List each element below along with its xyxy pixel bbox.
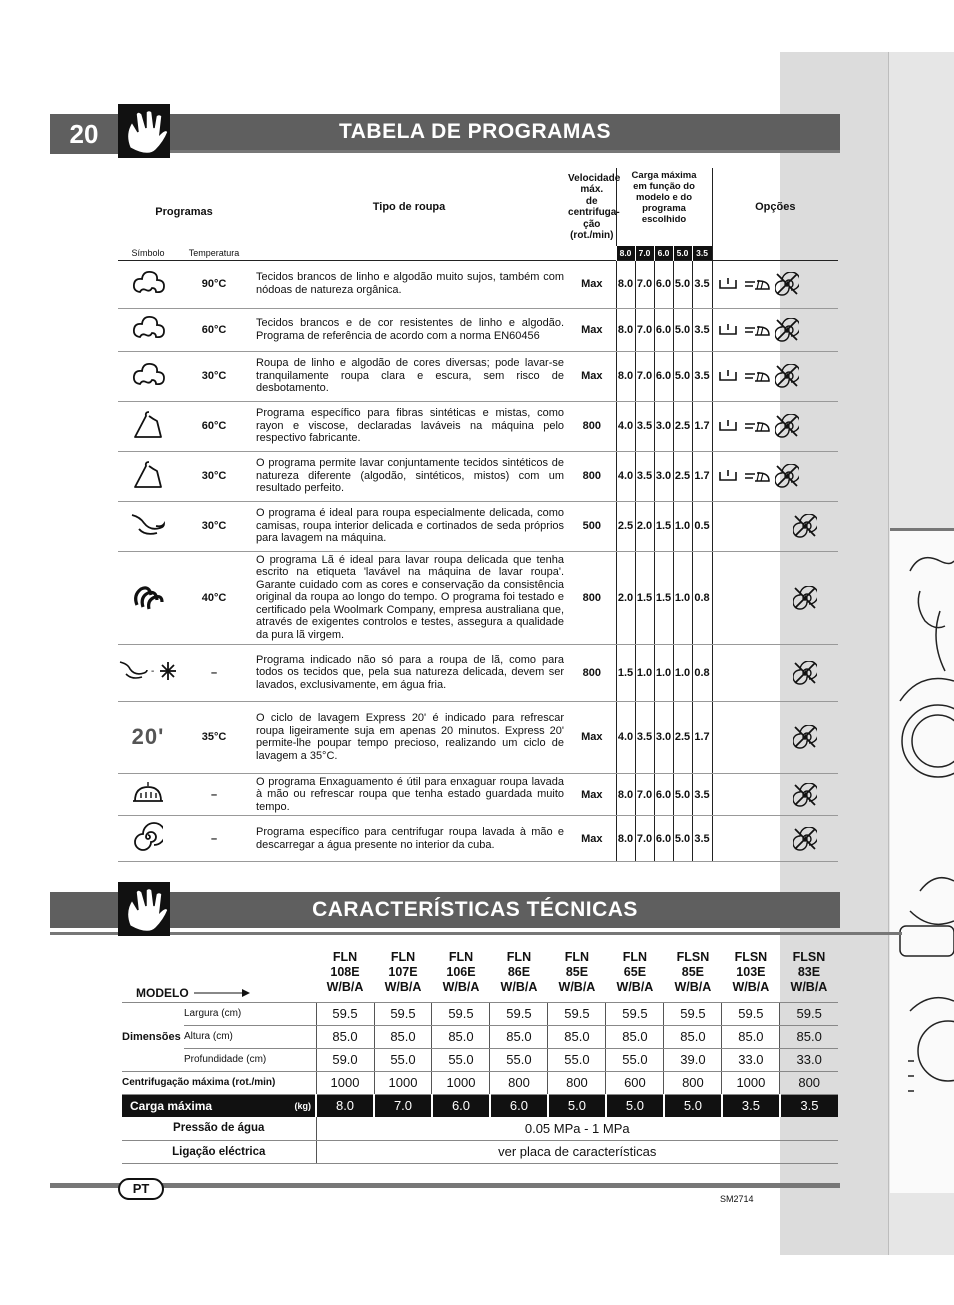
load-value: 3.5 bbox=[635, 701, 654, 773]
carga-value: 6.0 bbox=[432, 1094, 490, 1117]
program-row bbox=[118, 773, 838, 816]
program-options bbox=[712, 551, 838, 644]
program-row bbox=[118, 816, 838, 862]
profundidade-value: 55.0 bbox=[606, 1048, 664, 1071]
model-header: FLN 65E W/B/A bbox=[606, 946, 664, 1002]
easy-iron-icon bbox=[743, 276, 771, 292]
altura-value: 85.0 bbox=[606, 1025, 664, 1048]
load-value: 5.0 bbox=[673, 260, 692, 308]
centrifugacao-value: 800 bbox=[780, 1071, 838, 1094]
easy-iron-icon bbox=[743, 322, 771, 338]
load-value: 0.5 bbox=[692, 501, 712, 551]
altura-value: 85.0 bbox=[316, 1025, 374, 1048]
no-spin-icon bbox=[793, 514, 817, 538]
profundidade-value: 59.0 bbox=[316, 1048, 374, 1071]
prewash-icon bbox=[717, 322, 739, 338]
program-symbol bbox=[118, 551, 178, 644]
program-speed: Max bbox=[568, 816, 616, 862]
language-badge: PT bbox=[118, 1178, 164, 1200]
program-speed: 800 bbox=[568, 644, 616, 701]
load-value: 6.0 bbox=[654, 308, 673, 351]
program-temperature: 40°C bbox=[178, 551, 250, 644]
profundidade-label: Profundidade (cm) bbox=[184, 1048, 316, 1071]
load-value: 1.0 bbox=[673, 644, 692, 701]
load-value: 6.0 bbox=[654, 816, 673, 862]
load-value: 8.0 bbox=[616, 351, 635, 401]
no-spin-icon bbox=[793, 586, 817, 610]
program-temperature: 60°C bbox=[178, 401, 250, 451]
largura-value: 59.5 bbox=[490, 1002, 548, 1025]
load-col-5: 3.5 bbox=[692, 246, 712, 260]
load-value: 1.0 bbox=[673, 501, 692, 551]
centrifugacao-value: 1000 bbox=[316, 1071, 374, 1094]
altura-value: 85.0 bbox=[664, 1025, 722, 1048]
program-symbol bbox=[118, 644, 178, 701]
model-header: FLSN 85E W/B/A bbox=[664, 946, 722, 1002]
load-value: 4.0 bbox=[616, 451, 635, 501]
program-description: Programa indicado não só para a roupa de lã, como para todos os tecidos que, pela sua natureza delicada, devem ser lavados, exclusivamente, em água fria. bbox=[250, 644, 568, 701]
spin-icon bbox=[133, 822, 163, 852]
program-temperature: 90°C bbox=[178, 260, 250, 308]
load-value: 1.5 bbox=[654, 501, 673, 551]
altura-value: 85.0 bbox=[374, 1025, 432, 1048]
program-symbol bbox=[118, 260, 178, 308]
ligacao-label: Ligação eléctrica bbox=[122, 1140, 316, 1163]
load-value: 2.5 bbox=[616, 501, 635, 551]
load-value: 1.5 bbox=[635, 551, 654, 644]
program-options bbox=[712, 351, 838, 401]
rinse-icon bbox=[131, 779, 165, 807]
tech-table bbox=[122, 946, 838, 1164]
page-number: 20 bbox=[50, 114, 118, 154]
load-value: 5.0 bbox=[673, 308, 692, 351]
profundidade-value: 55.0 bbox=[490, 1048, 548, 1071]
load-col-4: 5.0 bbox=[673, 246, 692, 260]
cotton-icon bbox=[131, 313, 165, 343]
load-value: 1.7 bbox=[692, 451, 712, 501]
svg-text:-: - bbox=[151, 666, 155, 678]
side-illustration bbox=[890, 528, 954, 1193]
program-options bbox=[712, 773, 838, 816]
profundidade-value: 55.0 bbox=[432, 1048, 490, 1071]
section2-underline bbox=[50, 932, 902, 935]
program-row bbox=[118, 551, 838, 644]
largura-value: 59.5 bbox=[432, 1002, 490, 1025]
pressao-value: 0.05 MPa - 1 MPa bbox=[316, 1117, 838, 1140]
load-value: 7.0 bbox=[635, 351, 654, 401]
carga-value: 3.5 bbox=[722, 1094, 780, 1117]
load-value: 7.0 bbox=[635, 308, 654, 351]
program-temperature: 60°C bbox=[178, 308, 250, 351]
program-speed: Max bbox=[568, 773, 616, 816]
load-value: 2.5 bbox=[673, 701, 692, 773]
header-simbolo: Símbolo bbox=[131, 247, 165, 258]
centrifugacao-value: 1000 bbox=[374, 1071, 432, 1094]
program-description: Tecidos brancos de linho e algodão muito sujos, também com nódoas de natureza orgânica. bbox=[250, 260, 568, 308]
program-row bbox=[118, 308, 838, 351]
model-header: FLN 107E W/B/A bbox=[374, 946, 432, 1002]
model-header: FLSN 83E W/B/A bbox=[780, 946, 838, 1002]
header-tipo: Tipo de roupa bbox=[372, 201, 446, 213]
altura-value: 85.0 bbox=[780, 1025, 838, 1048]
program-symbol bbox=[118, 701, 178, 773]
no-spin-icon bbox=[793, 827, 817, 851]
program-options bbox=[712, 451, 838, 501]
carga-value: 5.0 bbox=[548, 1094, 606, 1117]
model-header: FLSN 103E W/B/A bbox=[722, 946, 780, 1002]
load-value: 3.0 bbox=[654, 401, 673, 451]
easy-iron-icon bbox=[743, 368, 771, 384]
load-value: 3.5 bbox=[692, 773, 712, 816]
load-value: 3.0 bbox=[654, 451, 673, 501]
no-spin-icon bbox=[775, 318, 799, 342]
program-description: O programa Lã é ideal para lavar roupa delicada que tenha escrito na etiqueta 'lavável na máquina de lavar roupa'. Garante cuidado com as cores e conservação da consistência original da roupa ao longo do tempo. O programa foi testado e certificado pela Woolmark Company, empresa australiana que, através de exigentes controlos e testes, assegura a qualidade da pura lã virgem. bbox=[250, 551, 568, 644]
program-speed: Max bbox=[568, 701, 616, 773]
load-value: 3.5 bbox=[692, 308, 712, 351]
program-symbol bbox=[118, 501, 178, 551]
load-value: 2.5 bbox=[673, 401, 692, 451]
program-temperature: – bbox=[178, 773, 250, 816]
hand-icon-2 bbox=[118, 882, 170, 936]
load-value: 5.0 bbox=[673, 351, 692, 401]
hand-icon bbox=[118, 104, 170, 158]
largura-value: 59.5 bbox=[780, 1002, 838, 1025]
program-symbol bbox=[118, 451, 178, 501]
no-spin-icon bbox=[775, 364, 799, 388]
load-col-2: 7.0 bbox=[635, 246, 654, 260]
prewash-icon bbox=[717, 468, 739, 484]
program-row bbox=[118, 401, 838, 451]
profundidade-value: 33.0 bbox=[722, 1048, 780, 1071]
load-value: 5.0 bbox=[673, 773, 692, 816]
centrifugacao-value: 800 bbox=[548, 1071, 606, 1094]
load-col-3: 6.0 bbox=[654, 246, 673, 260]
program-speed: Max bbox=[568, 308, 616, 351]
easy-iron-icon bbox=[743, 418, 771, 434]
header-temperatura: Temperatura bbox=[188, 247, 240, 258]
carga-value: 6.0 bbox=[490, 1094, 548, 1117]
program-row bbox=[118, 701, 838, 773]
program-description: O ciclo de lavagem Express 20' é indicado para refrescar roupa ligeiramente suja em apenas 20 minutos. Express 20' permite-lhe poupar tempo precioso, realizando um ciclo de lavagem a 35°C. bbox=[250, 701, 568, 773]
cold-wash-icon bbox=[118, 658, 178, 684]
program-options bbox=[712, 401, 838, 451]
program-options bbox=[712, 644, 838, 701]
program-symbol bbox=[118, 351, 178, 401]
program-options bbox=[712, 260, 838, 308]
program-row bbox=[118, 351, 838, 401]
header-carga: Carga máxima em função do modelo e do programa escolhido bbox=[616, 168, 712, 246]
load-value: 6.0 bbox=[654, 773, 673, 816]
load-value: 8.0 bbox=[616, 773, 635, 816]
centrifugacao-value: 1000 bbox=[432, 1071, 490, 1094]
load-value: 2.0 bbox=[635, 501, 654, 551]
load-value: 4.0 bbox=[616, 701, 635, 773]
program-temperature: 30°C bbox=[178, 351, 250, 401]
largura-value: 59.5 bbox=[548, 1002, 606, 1025]
program-description: O programa Enxaguamento é útil para enxaguar roupa lavada à mão ou refrescar roupa que tenha estado guardada muito tempo. bbox=[250, 773, 568, 816]
centrifugacao-value: 800 bbox=[664, 1071, 722, 1094]
delicate-icon bbox=[129, 511, 167, 539]
program-temperature: – bbox=[178, 816, 250, 862]
document-code: SM2714 bbox=[720, 1194, 754, 1204]
carga-label: Carga máxima (kg) bbox=[122, 1094, 316, 1117]
load-value: 1.0 bbox=[635, 644, 654, 701]
header-opcoes: Opções bbox=[712, 168, 838, 246]
footer-bar bbox=[50, 1183, 840, 1188]
load-value: 2.0 bbox=[616, 551, 635, 644]
centrifugacao-value: 600 bbox=[606, 1071, 664, 1094]
synthetic-icon bbox=[131, 459, 165, 491]
prewash-icon bbox=[717, 418, 739, 434]
centrifugacao-value: 1000 bbox=[722, 1071, 780, 1094]
no-spin-icon bbox=[793, 661, 817, 685]
load-value: 3.0 bbox=[654, 701, 673, 773]
load-value: 6.0 bbox=[654, 351, 673, 401]
cotton-icon bbox=[131, 268, 165, 298]
header-programas: Programas bbox=[155, 206, 213, 218]
load-value: 1.0 bbox=[673, 551, 692, 644]
prewash-icon bbox=[717, 276, 739, 292]
profundidade-value: 55.0 bbox=[374, 1048, 432, 1071]
load-value: 8.0 bbox=[616, 260, 635, 308]
program-speed: 800 bbox=[568, 451, 616, 501]
program-options bbox=[712, 501, 838, 551]
profundidade-value: 33.0 bbox=[780, 1048, 838, 1071]
program-description: O programa permite lavar conjuntamente tecidos sintéticos de natureza diferente (algodão, sintéticos, mistos) com um resultado perfeito. bbox=[250, 451, 568, 501]
load-col-1: 8.0 bbox=[616, 246, 635, 260]
header-velocidade: Velocidade máx. de centrifuga- ção (rot./min) bbox=[568, 172, 621, 241]
easy-iron-icon bbox=[743, 468, 771, 484]
load-value: 7.0 bbox=[635, 816, 654, 862]
model-header: FLN 86E W/B/A bbox=[490, 946, 548, 1002]
load-value: 3.5 bbox=[692, 351, 712, 401]
largura-value: 59.5 bbox=[606, 1002, 664, 1025]
section2-title: CARACTERÍSTICAS TÉCNICAS bbox=[312, 898, 638, 921]
program-description: Tecidos brancos e de cor resistentes de linho e algodão. Programa de referência de acordo com a norma EN60456 bbox=[250, 308, 568, 351]
load-value: 7.0 bbox=[635, 773, 654, 816]
program-row bbox=[118, 451, 838, 501]
prewash-icon bbox=[717, 368, 739, 384]
largura-label: Largura (cm) bbox=[184, 1002, 316, 1025]
altura-value: 85.0 bbox=[490, 1025, 548, 1048]
largura-value: 59.5 bbox=[316, 1002, 374, 1025]
program-temperature: 35°C bbox=[178, 701, 250, 773]
load-value: 4.0 bbox=[616, 401, 635, 451]
load-value: 0.8 bbox=[692, 644, 712, 701]
largura-value: 59.5 bbox=[664, 1002, 722, 1025]
carga-value: 5.0 bbox=[606, 1094, 664, 1117]
ligacao-value: ver placa de características bbox=[316, 1140, 838, 1163]
load-value: 3.5 bbox=[692, 816, 712, 862]
altura-value: 85.0 bbox=[722, 1025, 780, 1048]
no-spin-icon bbox=[793, 783, 817, 807]
carga-value: 7.0 bbox=[374, 1094, 432, 1117]
altura-value: 85.0 bbox=[432, 1025, 490, 1048]
program-table bbox=[118, 168, 838, 862]
program-speed: Max bbox=[568, 351, 616, 401]
program-options bbox=[712, 816, 838, 862]
altura-value: 85.0 bbox=[548, 1025, 606, 1048]
model-header: FLN 108E W/B/A bbox=[316, 946, 374, 1002]
synthetic-icon bbox=[131, 409, 165, 441]
section1-title: TABELA DE PROGRAMAS bbox=[339, 120, 611, 143]
program-symbol bbox=[118, 773, 178, 816]
program-options bbox=[712, 308, 838, 351]
load-value: 3.5 bbox=[635, 451, 654, 501]
program-row bbox=[118, 501, 838, 551]
dimensoes-label: Dimensões bbox=[122, 1002, 184, 1071]
no-spin-icon bbox=[775, 464, 799, 488]
profundidade-value: 39.0 bbox=[664, 1048, 722, 1071]
program-row bbox=[118, 260, 838, 308]
model-header: FLN 106E W/B/A bbox=[432, 946, 490, 1002]
load-value: 3.5 bbox=[692, 260, 712, 308]
load-value: 8.0 bbox=[616, 816, 635, 862]
program-options bbox=[712, 701, 838, 773]
program-row bbox=[118, 644, 838, 701]
load-value: 5.0 bbox=[673, 816, 692, 862]
load-value: 1.7 bbox=[692, 401, 712, 451]
model-header: FLN 85E W/B/A bbox=[548, 946, 606, 1002]
load-value: 0.8 bbox=[692, 551, 712, 644]
carga-value: 3.5 bbox=[780, 1094, 838, 1117]
carga-value: 5.0 bbox=[664, 1094, 722, 1117]
program-speed: 800 bbox=[568, 401, 616, 451]
load-value: 1.0 bbox=[654, 644, 673, 701]
no-spin-icon bbox=[793, 725, 817, 749]
no-spin-icon bbox=[775, 414, 799, 438]
profundidade-value: 55.0 bbox=[548, 1048, 606, 1071]
program-description: Programa específico para fibras sintéticas e mistas, como rayon e viscose, declaradas laváveis na máquina pelo respectivo fabricante. bbox=[250, 401, 568, 451]
program-description: O programa é ideal para roupa especialmente delicada, como camisas, roupa interior delicada e cortinados de seda próprios para lavagem na máquina. bbox=[250, 501, 568, 551]
load-value: 6.0 bbox=[654, 260, 673, 308]
largura-value: 59.5 bbox=[374, 1002, 432, 1025]
program-temperature: 30°C bbox=[178, 451, 250, 501]
express-20-icon: 20' bbox=[131, 724, 165, 750]
program-temperature: – bbox=[178, 644, 250, 701]
program-speed: Max bbox=[568, 260, 616, 308]
modelo-label: MODELO bbox=[122, 946, 316, 1002]
program-symbol bbox=[118, 816, 178, 862]
carga-value: 8.0 bbox=[316, 1094, 374, 1117]
load-value: 3.5 bbox=[635, 401, 654, 451]
load-value: 1.5 bbox=[616, 644, 635, 701]
program-description: Programa específico para centrifugar roupa lavada à mão e descarregar a água presente no interior da cuba. bbox=[250, 816, 568, 862]
program-speed: 800 bbox=[568, 551, 616, 644]
load-value: 1.7 bbox=[692, 701, 712, 773]
centrifugacao-value: 800 bbox=[490, 1071, 548, 1094]
centrifugacao-label: Centrifugação máxima (rot./min) bbox=[122, 1071, 316, 1094]
load-value: 8.0 bbox=[616, 308, 635, 351]
pressao-label: Pressão de água bbox=[122, 1117, 316, 1140]
load-value: 2.5 bbox=[673, 451, 692, 501]
altura-label: Altura (cm) bbox=[184, 1025, 316, 1048]
program-symbol bbox=[118, 308, 178, 351]
program-symbol bbox=[118, 401, 178, 451]
load-value: 1.5 bbox=[654, 551, 673, 644]
largura-value: 59.5 bbox=[722, 1002, 780, 1025]
program-speed: 500 bbox=[568, 501, 616, 551]
woolmark-icon bbox=[131, 579, 165, 613]
cotton-icon bbox=[131, 360, 165, 390]
load-value: 7.0 bbox=[635, 260, 654, 308]
program-temperature: 30°C bbox=[178, 501, 250, 551]
no-spin-icon bbox=[775, 272, 799, 296]
program-description: Roupa de linho e algodão de cores diversas; pode lavar-se tranquilamente roupa clara e escura, sem risco de desbotamento. bbox=[250, 351, 568, 401]
